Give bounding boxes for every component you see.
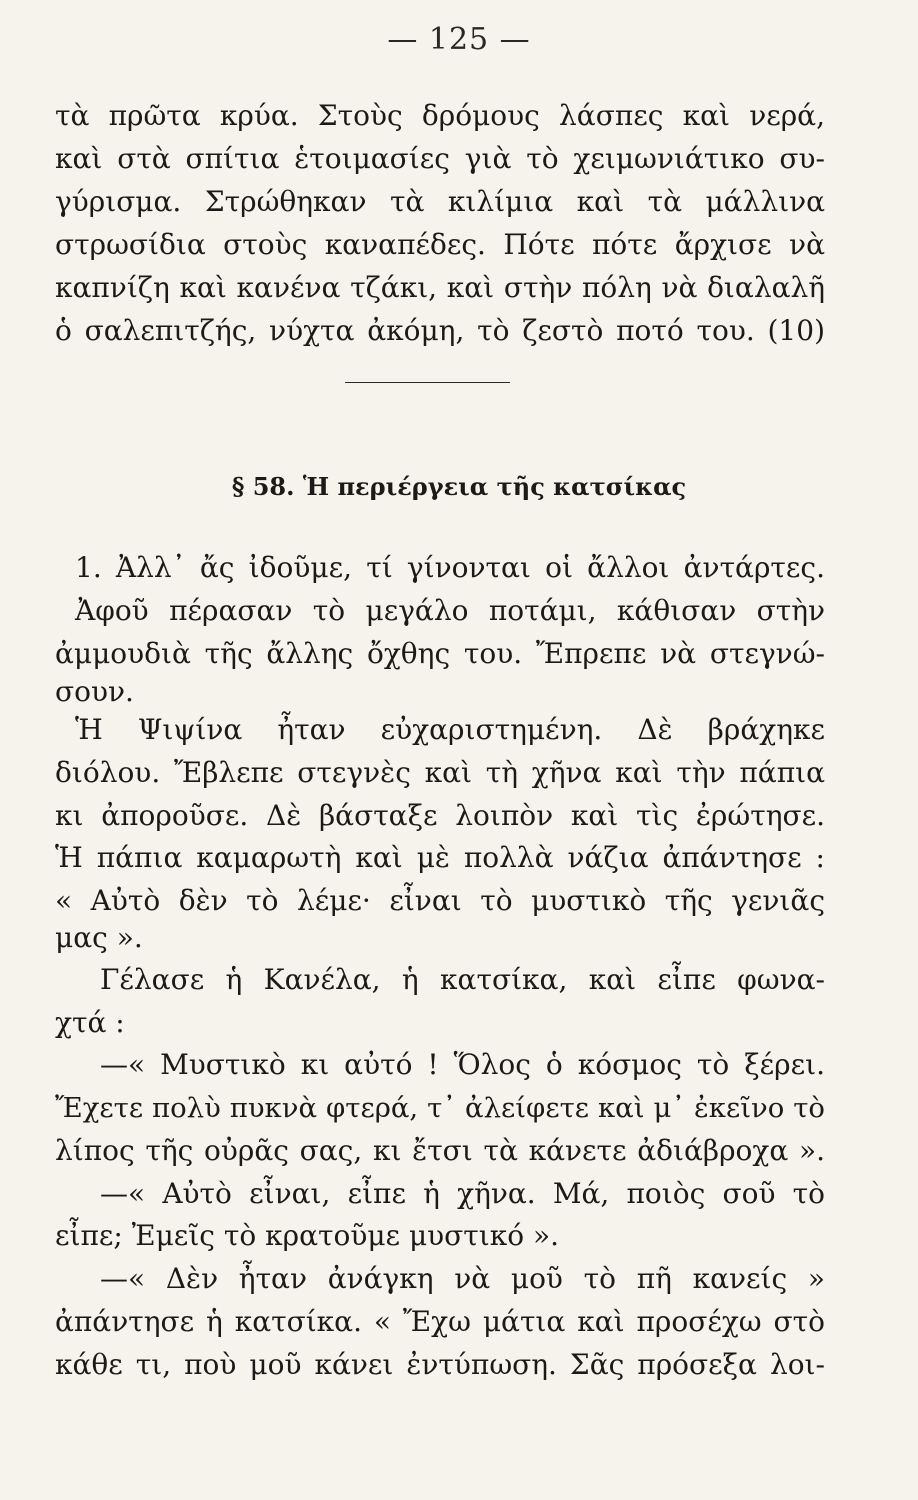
text-line: Ἡ πάπια καμαρωτὴ καὶ μὲ πολλὰ νάζια ἀπάντησε : (55, 841, 825, 874)
text-line: τὰ πρῶτα κρύα. Στοὺς δρόμους λάσπες καὶ νερά, (55, 99, 825, 132)
section-divider (345, 382, 510, 383)
text-line: Γέλασε ἡ Κανέλα, ἡ κατσίκα, καὶ εἶπε φωνα- (100, 963, 825, 996)
text-line: γύρισμα. Στρώθηκαν τὰ κιλίμια καὶ τὰ μάλλινα (55, 185, 825, 218)
text-line: καπνίζη καὶ κανένα τζάκι, καὶ στὴν πόλη νὰ διαλαλῆ (55, 271, 825, 304)
text-line: —« Αὐτὸ εἶναι, εἶπε ἡ χῆνα. Μά, ποιὸς σοῦ τὸ (100, 1177, 825, 1210)
text-line: Ἔχετε πολὺ πυκνὰ φτερά, τ᾽ ἀλείφετε καὶ μ᾽ ἐκεῖνο τὸ (55, 1092, 825, 1124)
text-line: εἶπε; Ἐμεῖς τὸ κρατοῦμε μυστικό ». (55, 1219, 560, 1252)
text-line: Ἡ Ψιψίνα ἦταν εὐχαριστημένη. Δὲ βράχηκε (75, 713, 825, 746)
text-line: —« Μυστικὸ κι αὐτό ! Ὅλος ὁ κόσμος τὸ ξέρει. (100, 1048, 825, 1081)
text-line: σουν. (55, 675, 134, 708)
text-line: 1. Ἀλλ᾽ ἄς ἰδοῦμε, τί γίνονται οἱ ἄλλοι ἀντάρτες. (75, 551, 825, 584)
page-number: — 125 — (387, 22, 531, 57)
text-line: κι ἀποροῦσε. Δὲ βάσταξε λοιπὸν καὶ τὶς ἐρώτησε. (55, 799, 825, 832)
text-line: στρωσίδια στοὺς καναπέδες. Πότε πότε ἄρχισε νὰ (55, 228, 825, 261)
text-line: —« Δὲν ἦταν ἀνάγκη νὰ μοῦ τὸ πῆ κανείς » (100, 1262, 825, 1295)
text-line: « Αὐτὸ δὲν τὸ λέμε· εἶναι τὸ μυστικὸ τῆς γενιᾶς (55, 884, 825, 917)
text-line: ὁ σαλεπιτζής, νύχτα ἀκόμη, τὸ ζεστὸ ποτό του. (10) (55, 314, 825, 347)
text-line: ἀμμουδιὰ τῆς ἄλλης ὄχθης του. Ἔπρεπε νὰ στεγνώ- (55, 637, 825, 670)
text-line: ἀπάντησε ἡ κατσίκα. « Ἔχω μάτια καὶ προσέχω στὸ (55, 1305, 825, 1338)
text-line: λίπος τῆς οὐρᾶς σας, κι ἔτσι τὰ κάνετε ἀδιάβροχα ». (55, 1134, 825, 1167)
text-line: καὶ στὰ σπίτια ἑτοιμασίες γιὰ τὸ χειμωνιάτικο συ- (55, 142, 825, 175)
text-line: κάθε τι, ποὺ μοῦ κάνει ἐντύπωση. Σᾶς πρόσεξα λοι- (55, 1348, 825, 1381)
text-line: Ἀφοῦ πέρασαν τὸ μεγάλο ποτάμι, κάθισαν στὴν (75, 594, 825, 627)
text-line: μας ». (55, 921, 143, 954)
section-heading: § 58. Ἡ περιέργεια τῆς κατσίκας (231, 472, 687, 501)
text-line: χτά : (55, 1006, 125, 1039)
text-line: διόλου. Ἔβλεπε στεγνὲς καὶ τὴ χῆνα καὶ τὴν πάπια (55, 756, 825, 789)
